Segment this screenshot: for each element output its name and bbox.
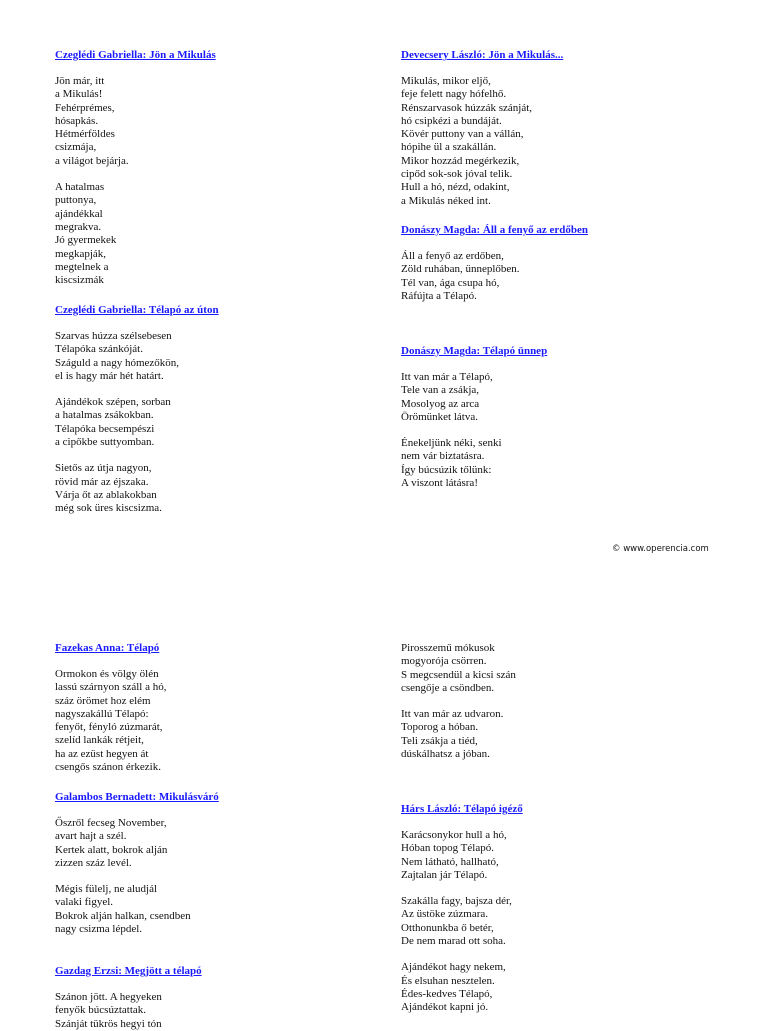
poem-line: kiscsizmák [55,274,104,287]
poem-line: Télapóka szánkóját. [55,343,143,356]
stanza [55,817,219,870]
poem-line: hó csipkézi a bundáját. [401,114,502,127]
poem-line: Hull a hó, nézd, odakint, [401,181,510,194]
poem-line: Teli zsákja a tiéd, [401,734,478,747]
poem-czegledi-telapo-az-uton [55,303,219,516]
poem-line: Így búcsúzik tőlünk: [401,463,492,476]
poem-line: Nem látható, hallható, [401,855,499,868]
poem-line: Toporog a hóban. [401,721,479,734]
poem-line: Mosolyog az arca [401,397,480,410]
poem-line: Szánját tükrös hegyi tón [55,1017,162,1030]
poem-line: Kövér puttony van a vállán, [401,128,524,141]
stanza [401,371,547,424]
poem-line: Áll a fenyő az erdőben, [401,250,504,262]
poem-line: megkapják, [55,247,107,260]
stanza [401,961,523,1014]
poem-line: avart hajt a szél. [55,830,127,843]
poem-title-link[interactable]: Czeglédi Gabriella: Jön a Mikulás [55,49,216,61]
poem-line: Hétmérföldes [55,128,115,141]
poem-title-link[interactable]: Fazekas Anna: Télapó [55,642,160,654]
poem-line: Ormokon és völgy ölén [55,668,159,680]
poem-line: nem vár biztatásra. [401,450,485,463]
poem-gazdag-megjott-a-telapo [55,964,202,1031]
poem-line: szelíd lankák rétjeit, [55,734,144,747]
poem-line: Itt van már az udvaron. [401,708,504,721]
poem-line: puttonya, [55,194,97,207]
poem-line: Tele van a zsákja, [401,384,480,397]
poem-line: cipőd sok-sok jóval telik. [401,168,513,181]
poem-line: Télapóka becsempészi [55,422,155,435]
poem-line: dúskálhatsz a jóban. [401,748,490,761]
poem-line: Édes-kedves Télapó, [401,987,493,1000]
poem-line: hópihe ül a szakállán. [401,141,497,154]
poem-line: száz örömet hoz elém [55,694,151,707]
poem-line: megtelnek a [55,260,109,273]
poem-title-link[interactable]: Donászy Magda: Áll a fenyő az erdőben [401,224,588,236]
stanza [55,330,219,383]
poem-line: fenyők búcsúztattak. [55,1004,147,1017]
poem-line: Itt van már a Télapó, [401,371,493,383]
stanza [55,75,216,168]
poem-line: Kertek alatt, bokrok alján [55,843,168,856]
poem-line: Ráfújta a Télapó. [401,289,477,302]
poem-line: És elsuhan nesztelen. [401,974,495,987]
poem-line: csengős szánon érkezik. [55,761,161,774]
poem-line: Pirosszemű mókusok [401,642,495,654]
poem-line: Tél van, ága csupa hó, [401,276,500,289]
stanza [55,883,219,936]
poem-line: Őszről fecseg November, [55,817,167,829]
poem-line: ajándékkal [55,207,103,220]
poem-line: Az üstöke zúzmara. [401,908,489,921]
poem-line: valaki figyel. [55,896,114,909]
poem-line: Sietős az útja nagyon, [55,462,152,475]
stanza [401,829,523,882]
stanza [401,437,547,490]
poem-line: Szánon jött. A hegyeken [55,991,162,1003]
poem-title-link[interactable]: Galambos Bernadett: Mikulásváró [55,791,219,803]
poem-devecsery-jon-a-mikulas [401,48,563,208]
poem-line: Száguld a nagy hómezőkön, [55,356,180,369]
stanza [55,462,219,515]
poem-title-link[interactable]: Devecsery László: Jön a Mikulás... [401,49,564,61]
poem-line: mogyorója csörren. [401,655,487,668]
poem-line: Ajándékok szépen, sorban [55,396,171,409]
poem-line: Zöld ruhában, ünneplőben. [401,263,520,276]
stanza [55,668,167,774]
poem-line: Mégis fülelj, ne aludjál [55,883,158,896]
poem-line: Mikulás, mikor eljő, [401,75,491,87]
poem-line: el is hagy már hét határt. [55,369,164,382]
poem-line: lassú szárnyon száll a hó, [55,681,167,694]
stanza [401,75,563,208]
poem-donaszy-telapo-unnep [401,344,547,490]
poem-line: Bokrok alján halkan, csendben [55,909,191,922]
poem-title-link[interactable]: Hárs László: Télapó igéző [401,803,523,815]
poem-line: még sok üres kiscsizma. [55,502,162,515]
poem-title-link[interactable]: Donászy Magda: Télapó ünnep [401,345,548,357]
poem-line: a hatalmas zsákokban. [55,409,154,422]
poem-line: S megcsendül a kicsi szán [401,668,516,681]
poem-line: nagyszakállú Télapó: [55,707,149,720]
poem-line: rövid már az éjszaka. [55,475,149,488]
stanza [401,642,516,695]
poem-line: Otthonunkba ő betér, [401,921,494,934]
poem-line: Rénszarvasok húzzák szánját, [401,101,533,114]
poem-line: Szarvas húzza szélsebesen [55,330,172,342]
poem-line: Jó gyermekek [55,234,117,247]
poem-line: a Mikulás néked int. [401,194,491,207]
poem-line: Ajándékot hagy nekem, [401,961,506,974]
poem-line: Szakálla fagy, bajsza dér, [401,895,512,908]
poem-line: De nem marad ott soha. [401,935,506,948]
poem-line: a Mikulás! [55,88,103,101]
poem-line: Fehérprémes, [55,101,115,114]
stanza [401,708,516,761]
poem-donaszy-all-a-fenyo [401,223,588,303]
poem-line: Várja őt az ablakokban [55,488,157,501]
site-credit: © www.operencia.com [612,544,709,554]
poem-line: Hóban topog Télapó. [401,842,494,855]
poem-line: Ajándékot kapni jó. [401,1001,489,1014]
stanza [401,895,523,948]
poem-line: a világot bejárja. [55,154,129,167]
poem-line: zizzen száz levél. [55,856,132,869]
poem-title-link[interactable]: Czeglédi Gabriella: Télapó az úton [55,304,219,316]
poem-czegledi-jon-a-mikulas [55,48,216,287]
stanza [55,181,216,287]
poem-line: ha az ezüst hegyen át [55,747,149,760]
poem-line: Mikor hozzád megérkezik, [401,154,520,167]
stanza [55,991,202,1031]
poem-line: hósapkás. [55,114,99,127]
poem-line: megrakva. [55,220,102,233]
poem-line: Örömünket látva. [401,410,478,423]
poem-line: A viszont látásra! [401,477,478,490]
poem-line: Jön már, itt [55,75,105,87]
poem-line: nagy csizma lépdel. [55,923,143,936]
poem-line: csengője a csöndben. [401,681,495,694]
poem-line: fenyőt, fényló zúzmarát, [55,721,163,734]
poem-line: csizmája, [55,141,97,154]
poem-line: a cipőkbe suttyomban. [55,436,155,449]
poem-galambos-mikulasvaro [55,790,219,936]
poem-line: feje felett nagy hófelhő. [401,88,507,101]
poem-line: Karácsonykor hull a hó, [401,829,507,841]
poem-hars-telapo-igezo [401,802,523,1015]
poem-line: Énekeljünk néki, senki [401,437,502,450]
poem-title-link[interactable]: Gazdag Erzsi: Megjött a télapó [55,965,202,977]
poem-line: A hatalmas [55,181,105,194]
stanza [401,250,588,303]
poem-gazdag-continuation [401,642,516,761]
poem-line: Zajtalan jár Télapó. [401,868,488,881]
stanza [55,396,219,449]
poem-fazekas-telapo [55,641,167,774]
